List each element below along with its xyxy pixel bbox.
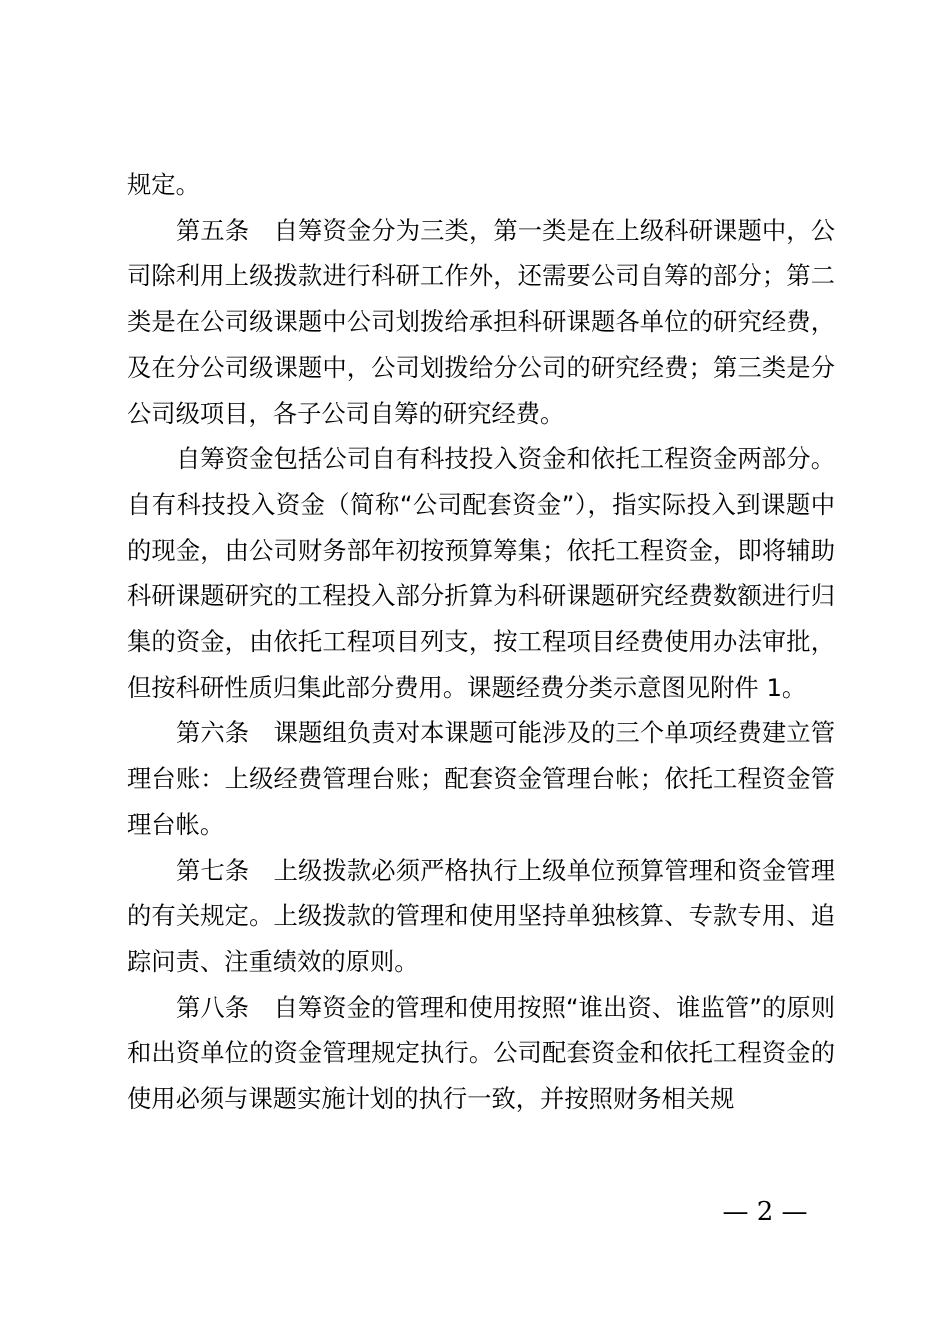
paragraph-article-5: 第五条 自筹资金分为三类，第一类是在上级科研课题中，公司除利用上级拨款进行科研工作外，还需要公司自筹的部分；第二类是在公司级课题中公司划拨给承担科研课题各单位的研究经费，及在分公司级课题中，公司划拨给分公司的研究经费；第三类是分公司级项目，各子公司自筹的研究经费。 [127, 215, 835, 428]
paragraph-article-8: 第八条 自筹资金的管理和使用按照“谁出资、谁监管”的原则和出资单位的资金管理规定执行。公司配套资金和依托工程资金的使用必须与课题实施计划的执行一致，并按照财务相关规 [127, 992, 835, 1114]
paragraph-self-funding-description: 自筹资金包括公司自有科技投入资金和依托工程资金两部分。自有科技投入资金（简称“公司配套资金”），指实际投入到课题中的现金，由公司财务部年初按预算筹集；依托工程资金，即将辅助科研课题研究的工程投入部分折算为科研课题研究经费数额进行归集的资金，由依托工程项目列支，按工程项目经费使用办法审批，但按科研性质归集此部分费用。课题经费分类示意图见附件 1。 [127, 444, 835, 702]
body-text [127, 162, 835, 1122]
paragraph-continuation: 规定。 [127, 170, 200, 199]
page-number: — 2 — [722, 1197, 808, 1227]
paragraph-article-6: 第六条 课题组负责对本课题可能涉及的三个单项经费建立管理台账：上级经费管理台账；配套资金管理台帐；依托工程资金管理台帐。 [127, 718, 835, 839]
paragraph-article-7: 第七条 上级拨款必须严格执行上级单位预算管理和资金管理的有关规定。上级拨款的管理和使用坚持单独核算、专款专用、追踪问责、注重绩效的原则。 [127, 855, 835, 976]
